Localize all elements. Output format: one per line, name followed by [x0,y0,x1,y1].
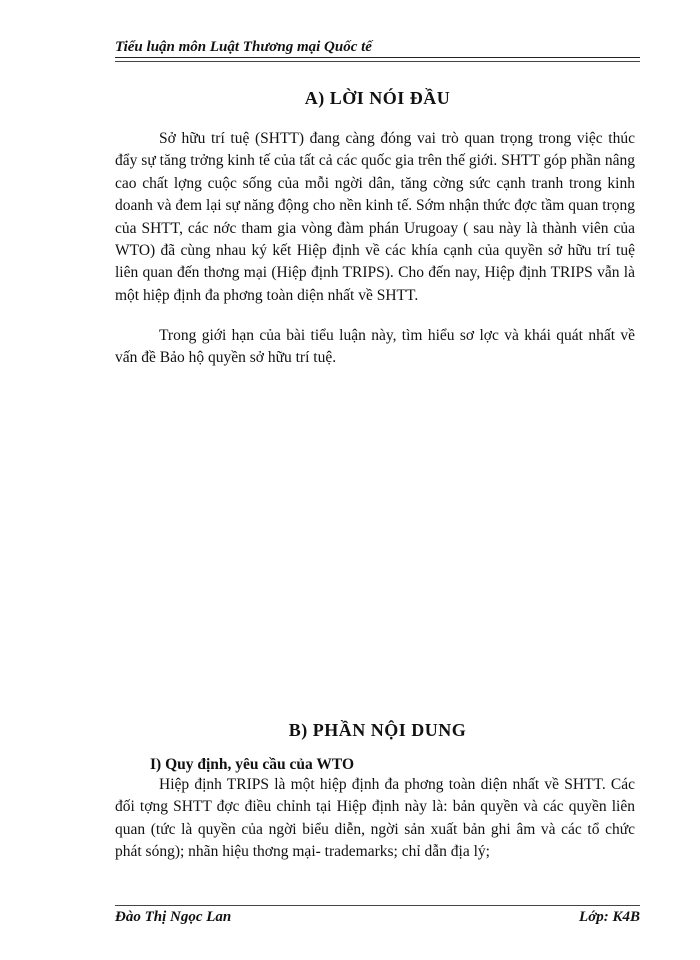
header-divider [115,61,640,62]
subsection-heading: I) Quy định, yêu cầu của WTO [150,756,354,773]
content-paragraph: Hiệp định TRIPS là một hiệp định đa phơng toàn diện nhất về SHTT. Các đối tợng SHTT đợc điều chỉnh tại Hiệp định này là: bản quyền và các quyền liên quan (tức là quyền của ngời biểu diễn, ngời sản xuất bản ghi âm và các tổ chức phát sóng); nhãn hiệu thơng mại- trademarks; chỉ dẫn địa lý; [115,776,635,861]
section-a-title: A) LỜI NÓI ĐẦU [304,88,451,108]
page-header: Tiểu luận môn Luật Thương mại Quốc tế [115,38,640,58]
page-footer [115,909,640,926]
section-b-title: B) PHẦN NỘI DUNG [288,720,467,740]
footer-divider [115,905,640,906]
intro-paragraph-1: Sở hữu trí tuệ (SHTT) đang càng đóng vai trò quan trọng trong việc thúc đẩy sự tăng trởng kinh tế của tất cả các quốc gia trên thế giới. SHTT góp phần nâng cao chất lợng cuộc sống của mỗi ngời dân, tăng cờng sức cạnh tranh trong kinh doanh và đem lại sự năng động cho nền kinh tế. Sớm nhận thức đợc tầm quan trọng của SHTT, các nớc tham gia vòng đàm phán Urugoay ( sau này là thành viên của WTO) đã cùng nhau ký kết Hiệp định về các khía cạnh của quyền sở hữu trí tuệ liên quan đến thơng mại (Hiệp định TRIPS). Cho đến nay, Hiệp định TRIPS vẫn là một hiệp định đa phơng toàn diện nhất về SHTT. [115,130,635,304]
footer-class: Lớp: K4B [579,909,640,925]
footer-author: Đào Thị Ngọc Lan [115,909,232,925]
intro-paragraph-2: Trong giới hạn của bài tiểu luận này, tìm hiểu sơ lợc và khái quát nhất về vấn đề Bảo hộ quyền sở hữu trí tuệ. [115,327,635,367]
